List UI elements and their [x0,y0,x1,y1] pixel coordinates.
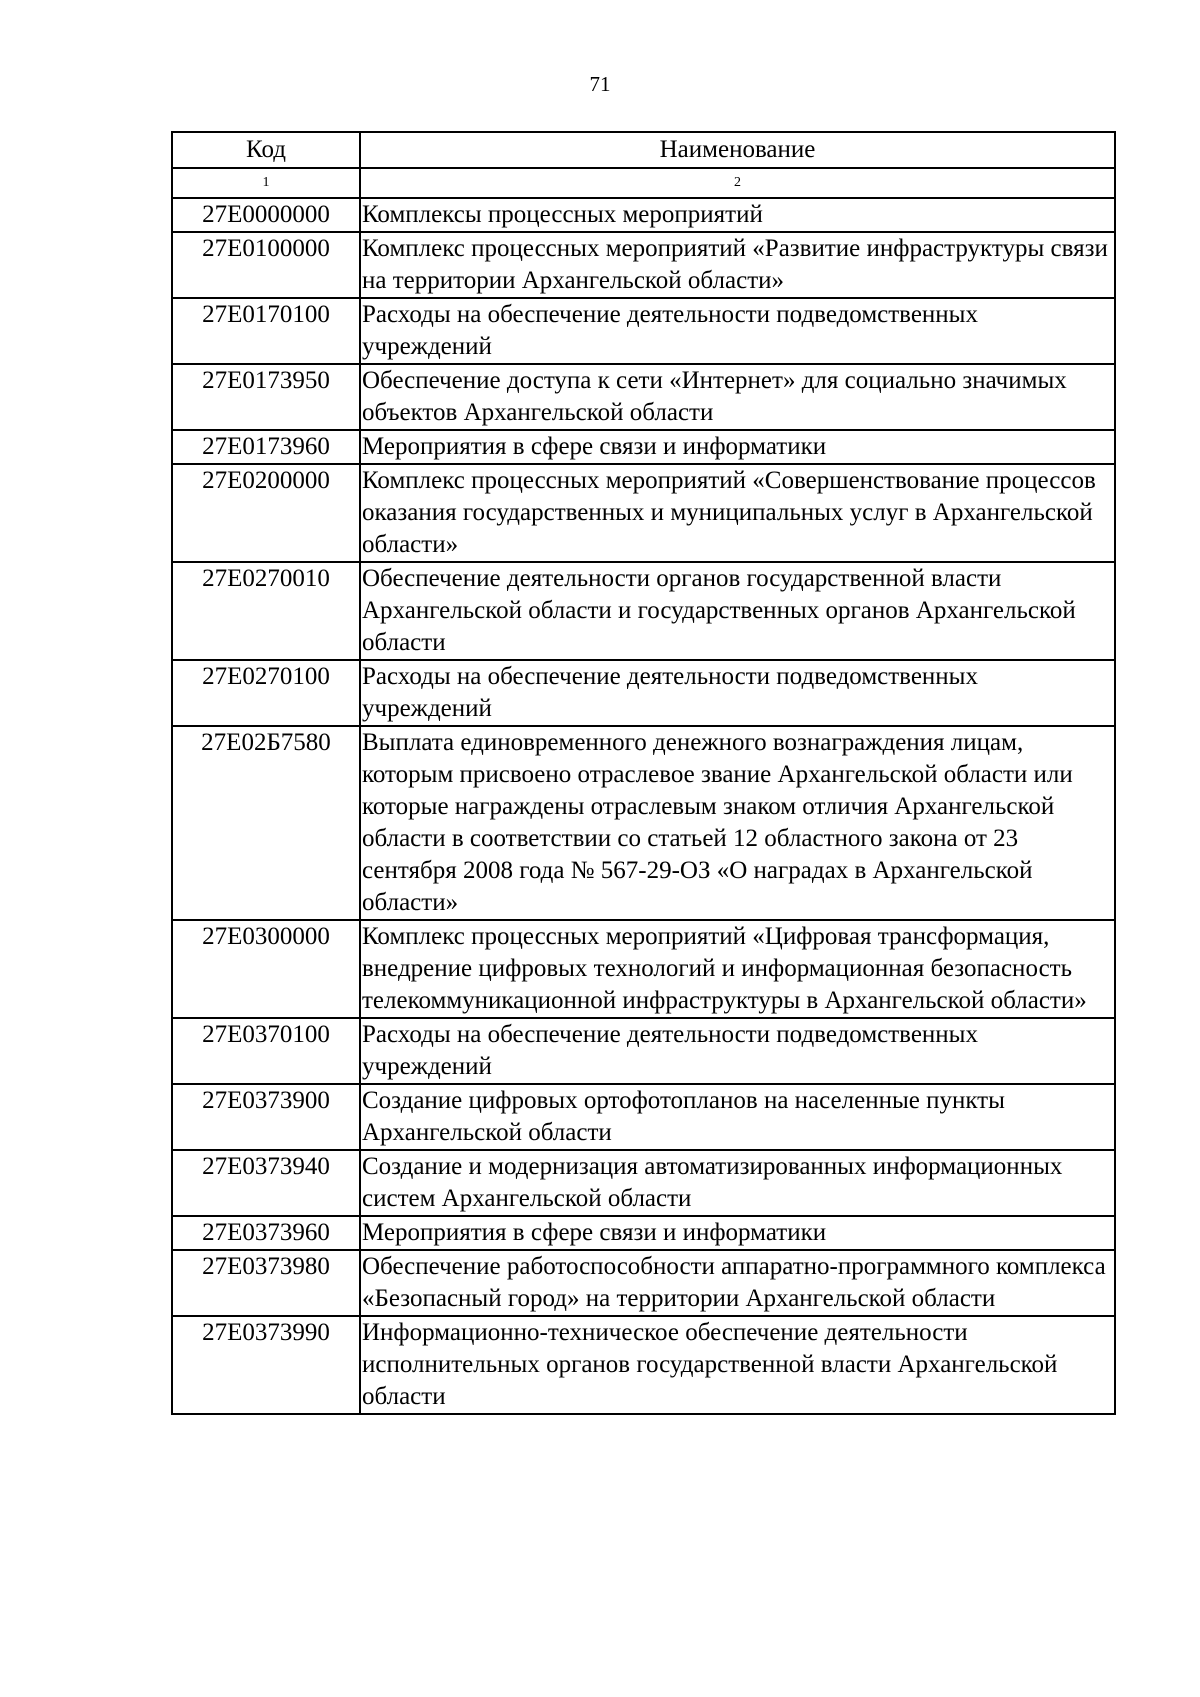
header-name: Наименование [360,132,1115,168]
row-name: Мероприятия в сфере связи и информатики [360,1216,1115,1250]
row-code: 27Е0373960 [172,1216,360,1250]
table-row [172,726,1115,920]
table-row [172,1018,1115,1084]
table-row [172,298,1115,364]
row-name: Мероприятия в сфере связи и информатики [360,430,1115,464]
row-code: 27Е0373900 [172,1084,360,1150]
table-row [172,1150,1115,1216]
table-row [172,364,1115,430]
table-row [172,1316,1115,1414]
row-code: 27Е0200000 [172,464,360,562]
row-name: Обеспечение деятельности органов государственной власти Архангельской области и государственных органов Архангельской области [360,562,1115,660]
row-code: 27Е0173950 [172,364,360,430]
row-code: 27Е02Б7580 [172,726,360,920]
row-name: Расходы на обеспечение деятельности подведомственных учреждений [360,660,1115,726]
row-name: Информационно-техническое обеспечение деятельности исполнительных органов государственной власти Архангельской области [360,1316,1115,1414]
row-name: Создание и модернизация автоматизированных информационных систем Архангельской области [360,1150,1115,1216]
row-name: Комплекс процессных мероприятий «Развитие инфраструктуры связи на территории Архангельской области» [360,232,1115,298]
row-code: 27Е0370100 [172,1018,360,1084]
row-name: Комплексы процессных мероприятий [360,198,1115,232]
column-number-code: 1 [172,168,360,198]
row-name: Выплата единовременного денежного вознаграждения лицам, которым присвоено отраслевое звание Архангельской области или которые награждены отраслевым знаком отличия Архангельской области в соответствии со статьей 12 областного закона от 23 сентября 2008 года № 567-29-ОЗ «О наградах в Архангельской области» [360,726,1115,920]
row-code: 27Е0300000 [172,920,360,1018]
row-code: 27Е0000000 [172,198,360,232]
row-name: Комплекс процессных мероприятий «Цифровая трансформация, внедрение цифровых технологий и информационная безопасность телекоммуникационной инфраструктуры в Архангельской области» [360,920,1115,1018]
table-row [172,1250,1115,1316]
table-row [172,562,1115,660]
row-name: Обеспечение работоспособности аппаратно-программного комплекса «Безопасный город» на территории Архангельской области [360,1250,1115,1316]
table-row [172,430,1115,464]
table-row [172,198,1115,232]
budget-codes-table [171,131,1116,1415]
row-code: 27Е0170100 [172,298,360,364]
row-name: Расходы на обеспечение деятельности подведомственных учреждений [360,1018,1115,1084]
table-body [172,198,1115,1414]
row-code: 27Е0373940 [172,1150,360,1216]
row-code: 27Е0173960 [172,430,360,464]
row-name: Расходы на обеспечение деятельности подведомственных учреждений [360,298,1115,364]
table-row [172,464,1115,562]
table-row [172,1084,1115,1150]
header-code: Код [172,132,360,168]
page-number: 71 [589,72,611,96]
row-code: 27Е0100000 [172,232,360,298]
row-code: 27Е0373980 [172,1250,360,1316]
row-code: 27Е0270010 [172,562,360,660]
table-row [172,920,1115,1018]
table-row [172,660,1115,726]
row-name: Комплекс процессных мероприятий «Совершенствование процессов оказания государственных и муниципальных услуг в Архангельской области» [360,464,1115,562]
row-code: 27Е0373990 [172,1316,360,1414]
row-name: Обеспечение доступа к сети «Интернет» для социально значимых объектов Архангельской области [360,364,1115,430]
row-code: 27Е0270100 [172,660,360,726]
table-header-row [172,132,1115,168]
column-numbers-row [172,168,1115,198]
table-row [172,232,1115,298]
table-row [172,1216,1115,1250]
row-name: Создание цифровых ортофотопланов на населенные пункты Архангельской области [360,1084,1115,1150]
column-number-name: 2 [360,168,1115,198]
